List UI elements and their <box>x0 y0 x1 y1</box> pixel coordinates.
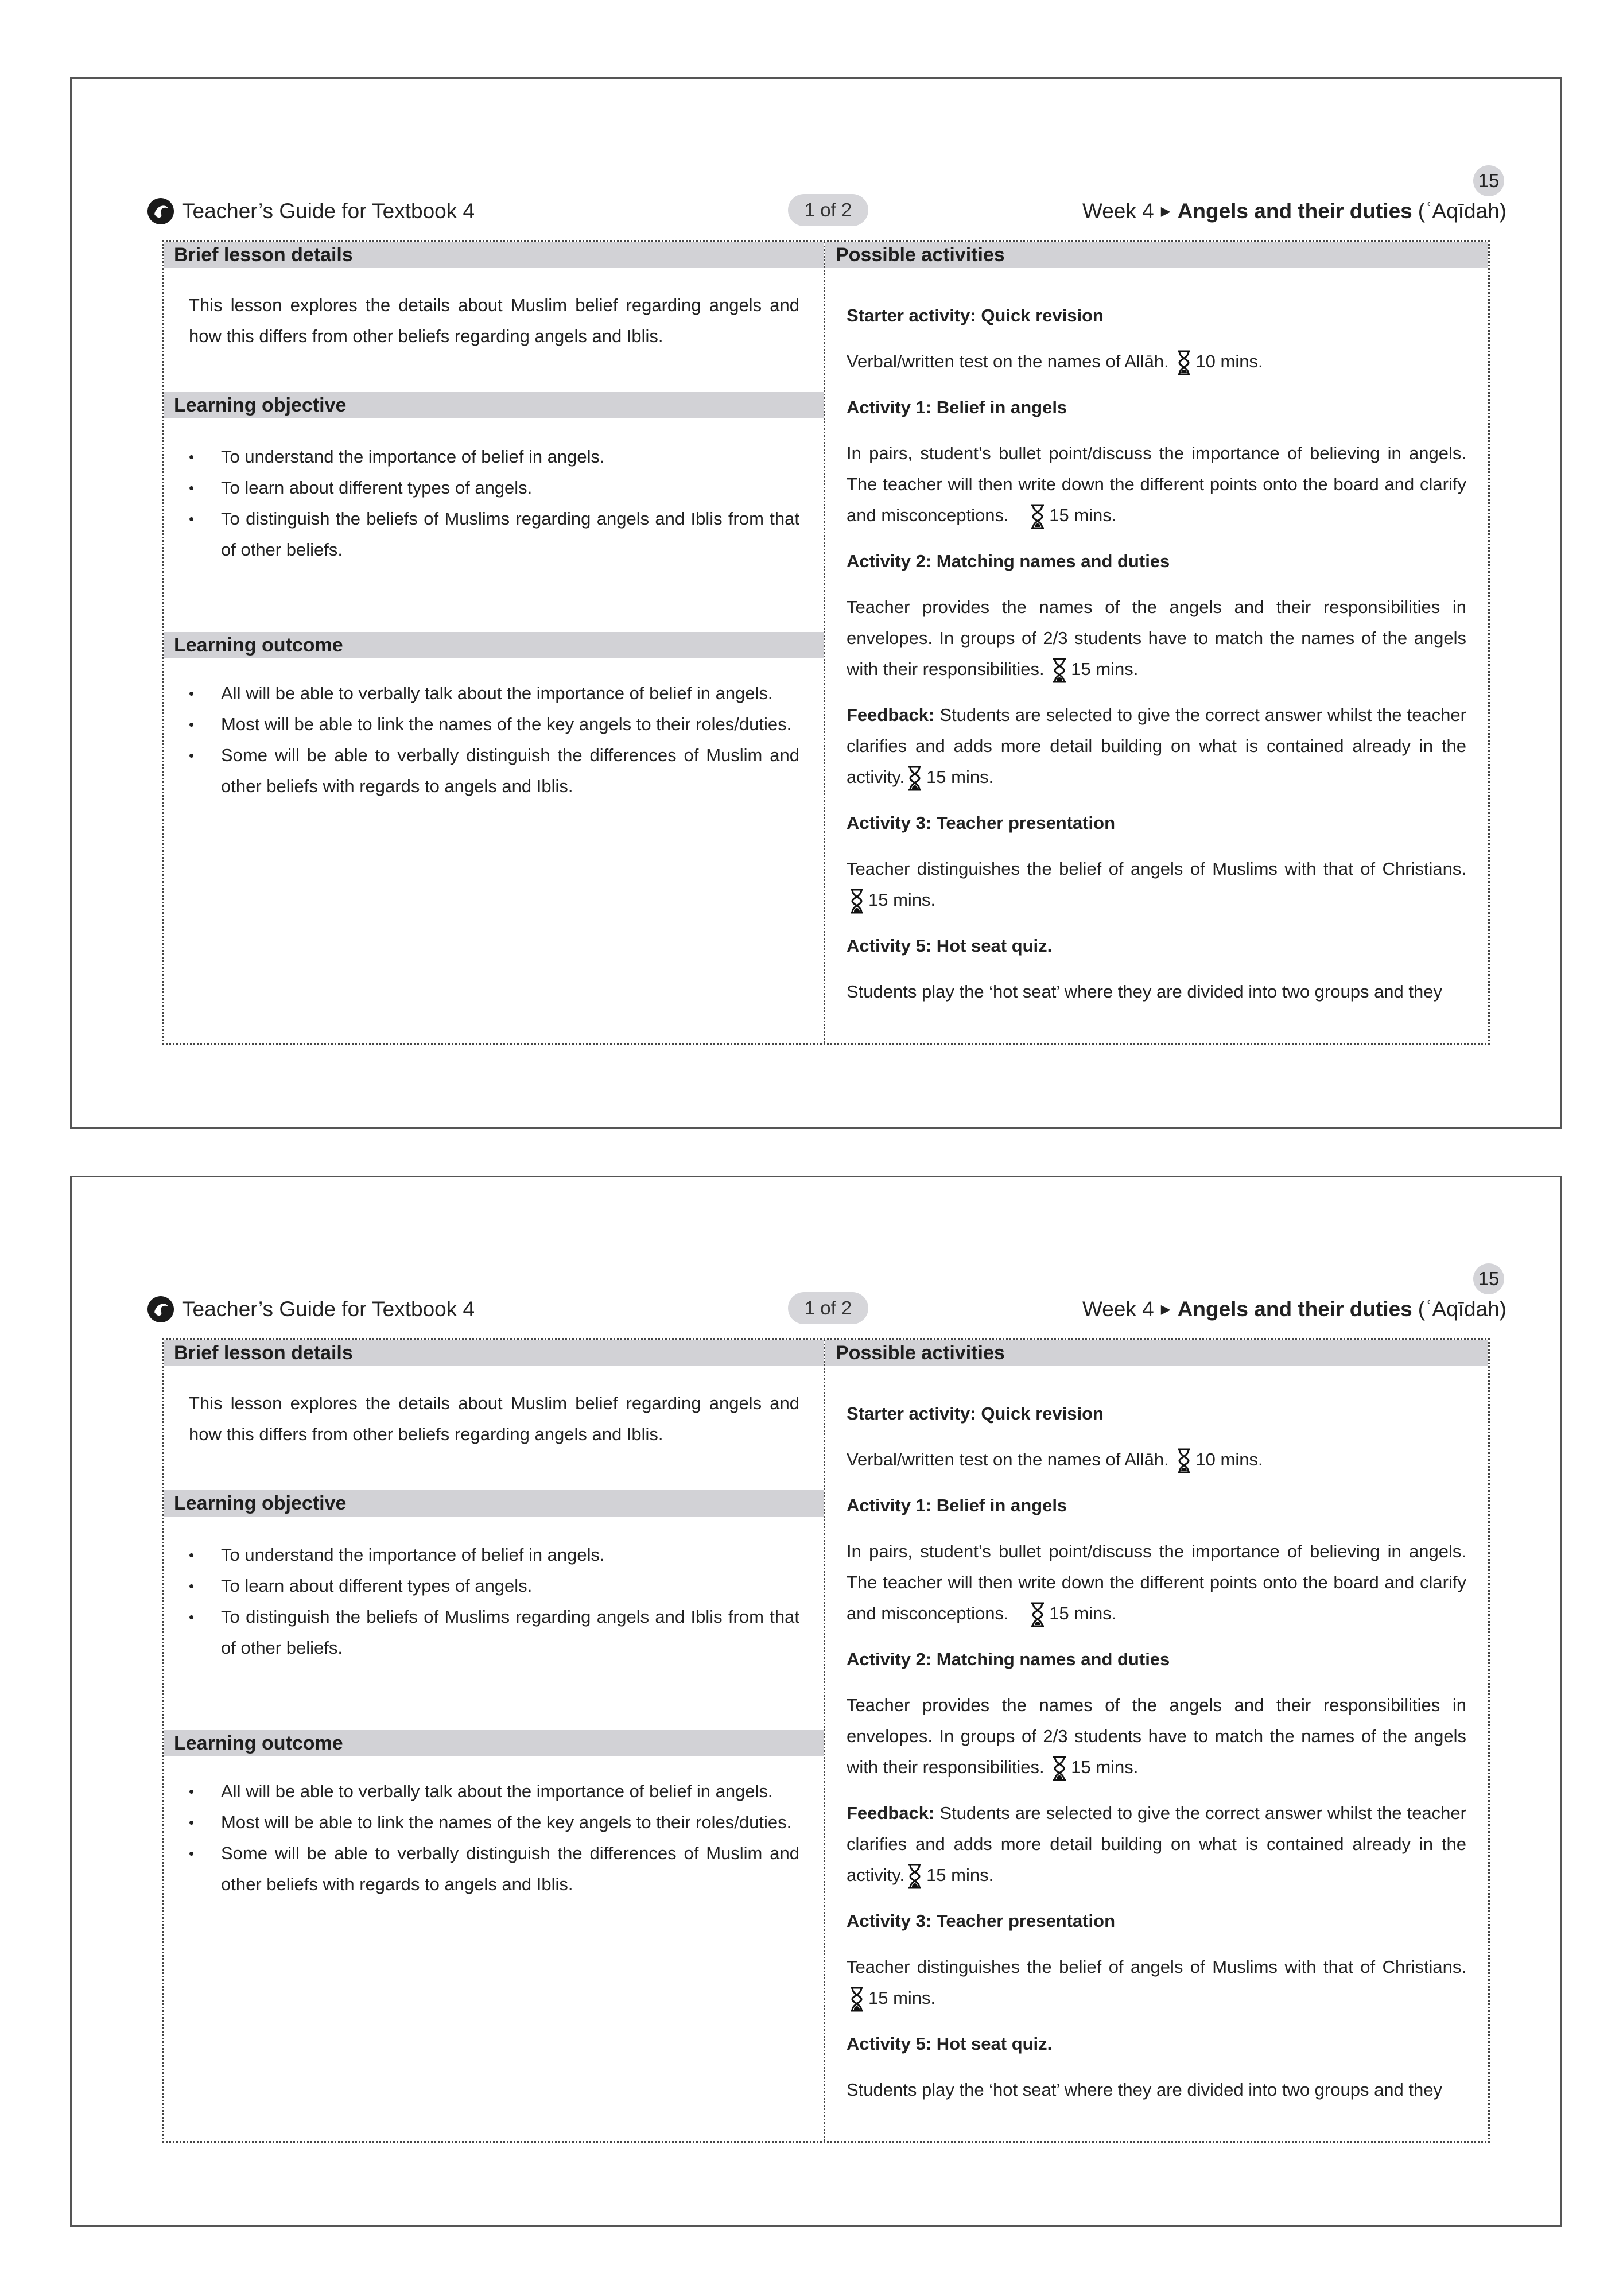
lesson-title: Angels and their duties <box>1177 1297 1412 1321</box>
page-panel-bottom <box>70 1176 1562 2227</box>
hourglass-icon <box>1051 658 1067 683</box>
objective-heading: Learning objective <box>164 1490 824 1517</box>
hourglass-icon <box>1030 1602 1046 1627</box>
activity3-heading: Activity 3: Teacher presentation <box>847 813 1116 833</box>
list-item: • To learn about different types of angels. <box>189 1570 799 1601</box>
caret-right-icon: ▶ <box>1160 204 1171 218</box>
activity5-paragraph: Students play the ‘hot seat’ where they are divided into two groups and they <box>847 2080 1443 2100</box>
activity1-heading: Activity 1: Belief in angels <box>847 1495 1067 1515</box>
hourglass-icon <box>1176 350 1192 375</box>
publisher-logo-icon <box>146 197 175 226</box>
outcome-heading: Learning outcome <box>164 632 824 658</box>
starter-paragraph: Verbal/written test on the names of Allāh. 10 mins. <box>847 1444 1466 1475</box>
lesson-table <box>162 240 1490 1045</box>
list-item: • To distinguish the beliefs of Muslims regarding angels and Iblis from that of other beliefs. <box>189 503 799 565</box>
activity2-heading: Activity 2: Matching names and duties <box>847 551 1170 571</box>
objectives-list <box>189 1539 799 1663</box>
guide-header <box>146 194 475 228</box>
lesson-header <box>1082 1292 1506 1327</box>
activities-column <box>847 1398 1466 2120</box>
list-item: • All will be able to verbally talk about the importance of belief in angels. <box>189 1776 799 1807</box>
activity3-heading: Activity 3: Teacher presentation <box>847 1911 1116 1931</box>
page-panel-top <box>70 77 1562 1129</box>
brief-text: This lesson explores the details about Muslim belief regarding angels and how this differs from other beliefs regarding angels and Iblis. <box>189 295 799 346</box>
list-item: • Some will be able to verbally distinguish the differences of Muslim and other beliefs with regards to angels and Iblis. <box>189 1838 799 1900</box>
feedback-paragraph: Feedback: Students are selected to give the correct answer whilst the teacher clarifies and adds more detail building on what is contained already in the activity. 15 mins. <box>847 1798 1466 1891</box>
list-item: • All will be able to verbally talk about the importance of belief in angels. <box>189 678 799 709</box>
activity2-paragraph: Teacher provides the names of the angels and their responsibilities in envelopes. In groups of 2/3 students have to match the names of the angels with their responsibilities. 15 mins. <box>847 1690 1466 1783</box>
guide-title: Teacher’s Guide for Textbook 4 <box>182 1297 475 1321</box>
caret-right-icon: ▶ <box>1160 1302 1171 1316</box>
page-indicator: 1 of 2 <box>788 194 868 226</box>
list-item: • To learn about different types of angels. <box>189 472 799 503</box>
hourglass-icon <box>849 889 865 914</box>
list-item: • To understand the importance of belief in angels. <box>189 441 799 472</box>
list-item: • Most will be able to link the names of the key angels to their roles/duties. <box>189 1807 799 1838</box>
lesson-header <box>1082 194 1506 228</box>
activities-heading: Possible activities <box>825 1340 1488 1366</box>
brief-text: This lesson explores the details about Muslim belief regarding angels and how this differs from other beliefs regarding angels and Iblis. <box>189 1393 799 1444</box>
brief-heading: Brief lesson details <box>164 1340 824 1366</box>
objectives-list <box>189 441 799 565</box>
hourglass-icon <box>1176 1448 1192 1473</box>
feedback-paragraph: Feedback: Students are selected to give the correct answer whilst the teacher clarifies and adds more detail building on what is contained already in the activity. 15 mins. <box>847 700 1466 793</box>
guide-header <box>146 1292 475 1327</box>
list-item: • Some will be able to verbally distinguish the differences of Muslim and other beliefs with regards to angels and Iblis. <box>189 740 799 802</box>
activity1-heading: Activity 1: Belief in angels <box>847 397 1067 417</box>
column-divider <box>824 1340 825 2141</box>
activity5-paragraph: Students play the ‘hot seat’ where they are divided into two groups and they <box>847 982 1443 1002</box>
activity5-heading: Activity 5: Hot seat quiz. <box>847 936 1053 956</box>
starter-heading: Starter activity: Quick revision <box>847 305 1104 325</box>
list-item: • To distinguish the beliefs of Muslims regarding angels and Iblis from that of other beliefs. <box>189 1601 799 1663</box>
hourglass-icon <box>849 1987 865 2012</box>
activity2-paragraph: Teacher provides the names of the angels and their responsibilities in envelopes. In groups of 2/3 students have to match the names of the angels with their responsibilities. 15 mins. <box>847 592 1466 685</box>
starter-paragraph: Verbal/written test on the names of Allāh. 10 mins. <box>847 346 1466 377</box>
activity5-heading: Activity 5: Hot seat quiz. <box>847 2034 1053 2054</box>
page-indicator: 1 of 2 <box>788 1292 868 1324</box>
activity1-paragraph: In pairs, student’s bullet point/discuss the importance of believing in angels. The teacher will then write down the different points onto the board and clarify and misconceptions. 15 mins. <box>847 438 1466 531</box>
activity3-paragraph: Teacher distinguishes the belief of angels of Muslims with that of Christians. 15 mins. <box>847 1952 1466 2014</box>
guide-title: Teacher’s Guide for Textbook 4 <box>182 199 475 223</box>
week-label: Week 4 <box>1082 199 1154 223</box>
hourglass-icon <box>907 766 923 791</box>
activity2-heading: Activity 2: Matching names and duties <box>847 1649 1170 1669</box>
outcome-heading: Learning outcome <box>164 1730 824 1756</box>
hourglass-icon <box>1051 1756 1067 1781</box>
topic-label: (ʿAqīdah) <box>1418 199 1506 223</box>
publisher-logo-icon <box>146 1295 175 1324</box>
page-number: 15 <box>1473 1263 1504 1294</box>
week-label: Week 4 <box>1082 1297 1154 1321</box>
hourglass-icon <box>1030 504 1046 529</box>
list-item: • Most will be able to link the names of the key angels to their roles/duties. <box>189 709 799 740</box>
lesson-table <box>162 1338 1490 2143</box>
outcomes-list <box>189 1776 799 1900</box>
topic-label: (ʿAqīdah) <box>1418 1297 1506 1321</box>
column-divider <box>824 242 825 1043</box>
brief-heading: Brief lesson details <box>164 242 824 268</box>
outcomes-list <box>189 678 799 802</box>
objective-heading: Learning objective <box>164 392 824 418</box>
activity3-paragraph: Teacher distinguishes the belief of angels of Muslims with that of Christians. 15 mins. <box>847 854 1466 916</box>
list-item: • To understand the importance of belief in angels. <box>189 1539 799 1570</box>
hourglass-icon <box>907 1864 923 1889</box>
lesson-title: Angels and their duties <box>1177 199 1412 223</box>
activity1-paragraph: In pairs, student’s bullet point/discuss the importance of believing in angels. The teacher will then write down the different points onto the board and clarify and misconceptions. 15 mins. <box>847 1536 1466 1629</box>
starter-heading: Starter activity: Quick revision <box>847 1403 1104 1424</box>
activities-column <box>847 300 1466 1022</box>
activities-heading: Possible activities <box>825 242 1488 268</box>
page-number: 15 <box>1473 165 1504 196</box>
